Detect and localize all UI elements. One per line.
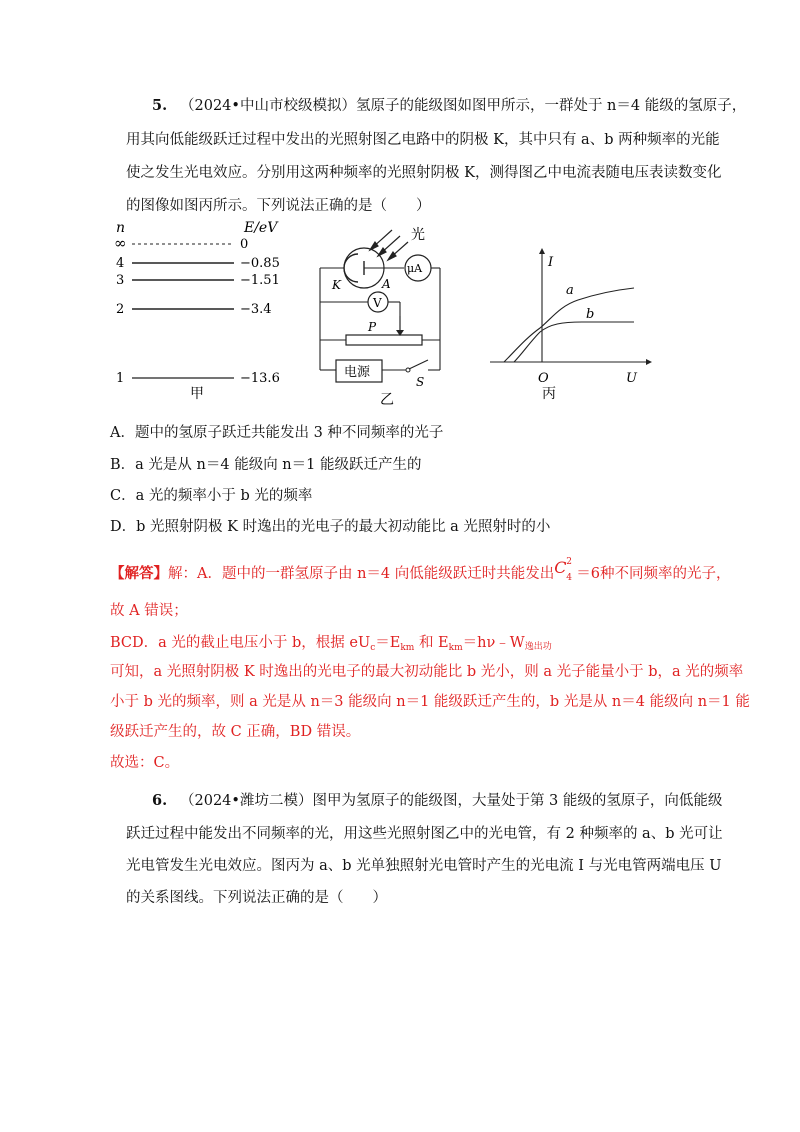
level-e-4: −0.85 [240, 256, 280, 271]
level-e-inf: 0 [240, 237, 249, 252]
answer-line1-pre: 解：A．题中的一群氢原子由 n＝4 向低能级跃迁时共能发出 [168, 566, 555, 582]
level-e-2: −3.4 [240, 302, 272, 317]
label-p: P [368, 320, 377, 334]
answer-line2: 故 A 错误； [110, 603, 188, 619]
label-a: A [382, 277, 391, 291]
curve-a-label: a [566, 283, 574, 298]
level-n-2: 2 [116, 302, 125, 317]
answer-line4: 可知，a 光照射阴极 K 时逸出的光电子的最大初动能比 b 光小，则 a 光子能量小于 b，a 光的频率 [110, 664, 744, 680]
rheostat [346, 335, 422, 345]
q5-option-a: A．题中的氢原子跃迁共能发出 3 种不同频率的光子 [110, 425, 444, 441]
e-axis-label: E/eV [244, 220, 278, 236]
combination-symbol: C 2 4 [554, 557, 572, 583]
level-e-3: −1.51 [240, 273, 280, 288]
answer-line6: 级跃迁产生的，故 C 正确，BD 错误。 [110, 724, 361, 740]
level-n-4: 4 [116, 256, 125, 271]
fig-yi-caption: 乙 [380, 392, 394, 408]
level-n-inf: ∞ [114, 234, 127, 252]
q6-number: 6. [152, 792, 168, 809]
q5-option-c: C．a 光的频率小于 b 光的频率 [110, 488, 313, 504]
n-axis-label: n [116, 220, 126, 236]
curve-b [514, 322, 634, 362]
level-e-1: −13.6 [240, 371, 280, 386]
q5-line3: 使之发生光电效应。分别用这两种频率的光照射阴极 K，测得图乙中电流表随电压表读数变化 [126, 165, 722, 181]
answer-line1 [110, 558, 731, 584]
q6-line2: 跃迁过程中能发出不同频率的光，用这些光照射图乙中的光电管，有 2 种频率的 a、b 光可让 [126, 826, 723, 842]
voltmeter-label: V [373, 296, 382, 310]
answer-line5: 小于 b 光的频率，则 a 光是从 n＝3 能级向 n＝1 能级跃迁产生的，b 光是从 n＝4 能级向 n＝1 能 [110, 694, 750, 710]
q5-line2: 用其向低能级跃迁过程中发出的光照射图乙电路中的阴极 K，其中只有 a、b 两种频率的光能 [126, 132, 720, 148]
origin-label: O [538, 371, 549, 386]
q5-option-b: B．a 光是从 n＝4 能级向 n＝1 能级跃迁产生的 [110, 457, 422, 473]
fig-bing-caption: 丙 [542, 386, 556, 402]
answer-tag: 【解答】 [110, 565, 168, 582]
y-label: I [548, 255, 554, 270]
x-label: U [626, 371, 637, 386]
energy-level-diagram [110, 216, 300, 406]
q5-option-d: D．b 光照射阴极 K 时逸出的光电子的最大初动能比 a 光照射时的小 [110, 519, 551, 535]
fig-jia-caption: 甲 [190, 386, 204, 402]
q6-line1: （2024•潍坊二模）图甲为氢原子的能级图，大量处于第 3 能级的氢原子，向低能级 [180, 793, 723, 809]
q5-line1: （2024•中山市校级模拟）氢原子的能级图如图甲所示，一群处于 n＝4 能级的氢原子， [180, 98, 747, 114]
switch-s [409, 360, 428, 369]
answer-line7: 故选：C。 [110, 755, 180, 771]
microammeter-label: μA [407, 262, 423, 275]
label-s: S [416, 375, 425, 389]
iu-graph [486, 246, 652, 406]
answer-line3: BCD．a 光的截止电压小于 b，根据 $eU_c=E_{km}$ 和 $E_{km}=h\nu﹣W$逸出功 [110, 635, 552, 653]
power-label: 电源 [344, 365, 371, 380]
label-k: K [332, 278, 341, 292]
answer-line1-post: ＝6种不同频率的光子， [576, 566, 731, 582]
light-label: 光 [411, 227, 425, 243]
circuit-diagram [312, 220, 462, 408]
level-n-3: 3 [116, 273, 125, 288]
level-n-1: 1 [116, 371, 125, 386]
q6-line3: 光电管发生光电效应。图丙为 a、b 光单独照射光电管时产生的光电流 I 与光电管两端电压 U [126, 858, 722, 874]
q5-line4: 的图像如图丙所示。下列说法正确的是（ ） [126, 198, 431, 214]
q5-number: 5. [152, 97, 168, 114]
light-arrows [370, 230, 408, 260]
curve-b-label: b [586, 307, 595, 322]
q6-line4: 的关系图线。下列说法正确的是（ ） [126, 890, 387, 906]
